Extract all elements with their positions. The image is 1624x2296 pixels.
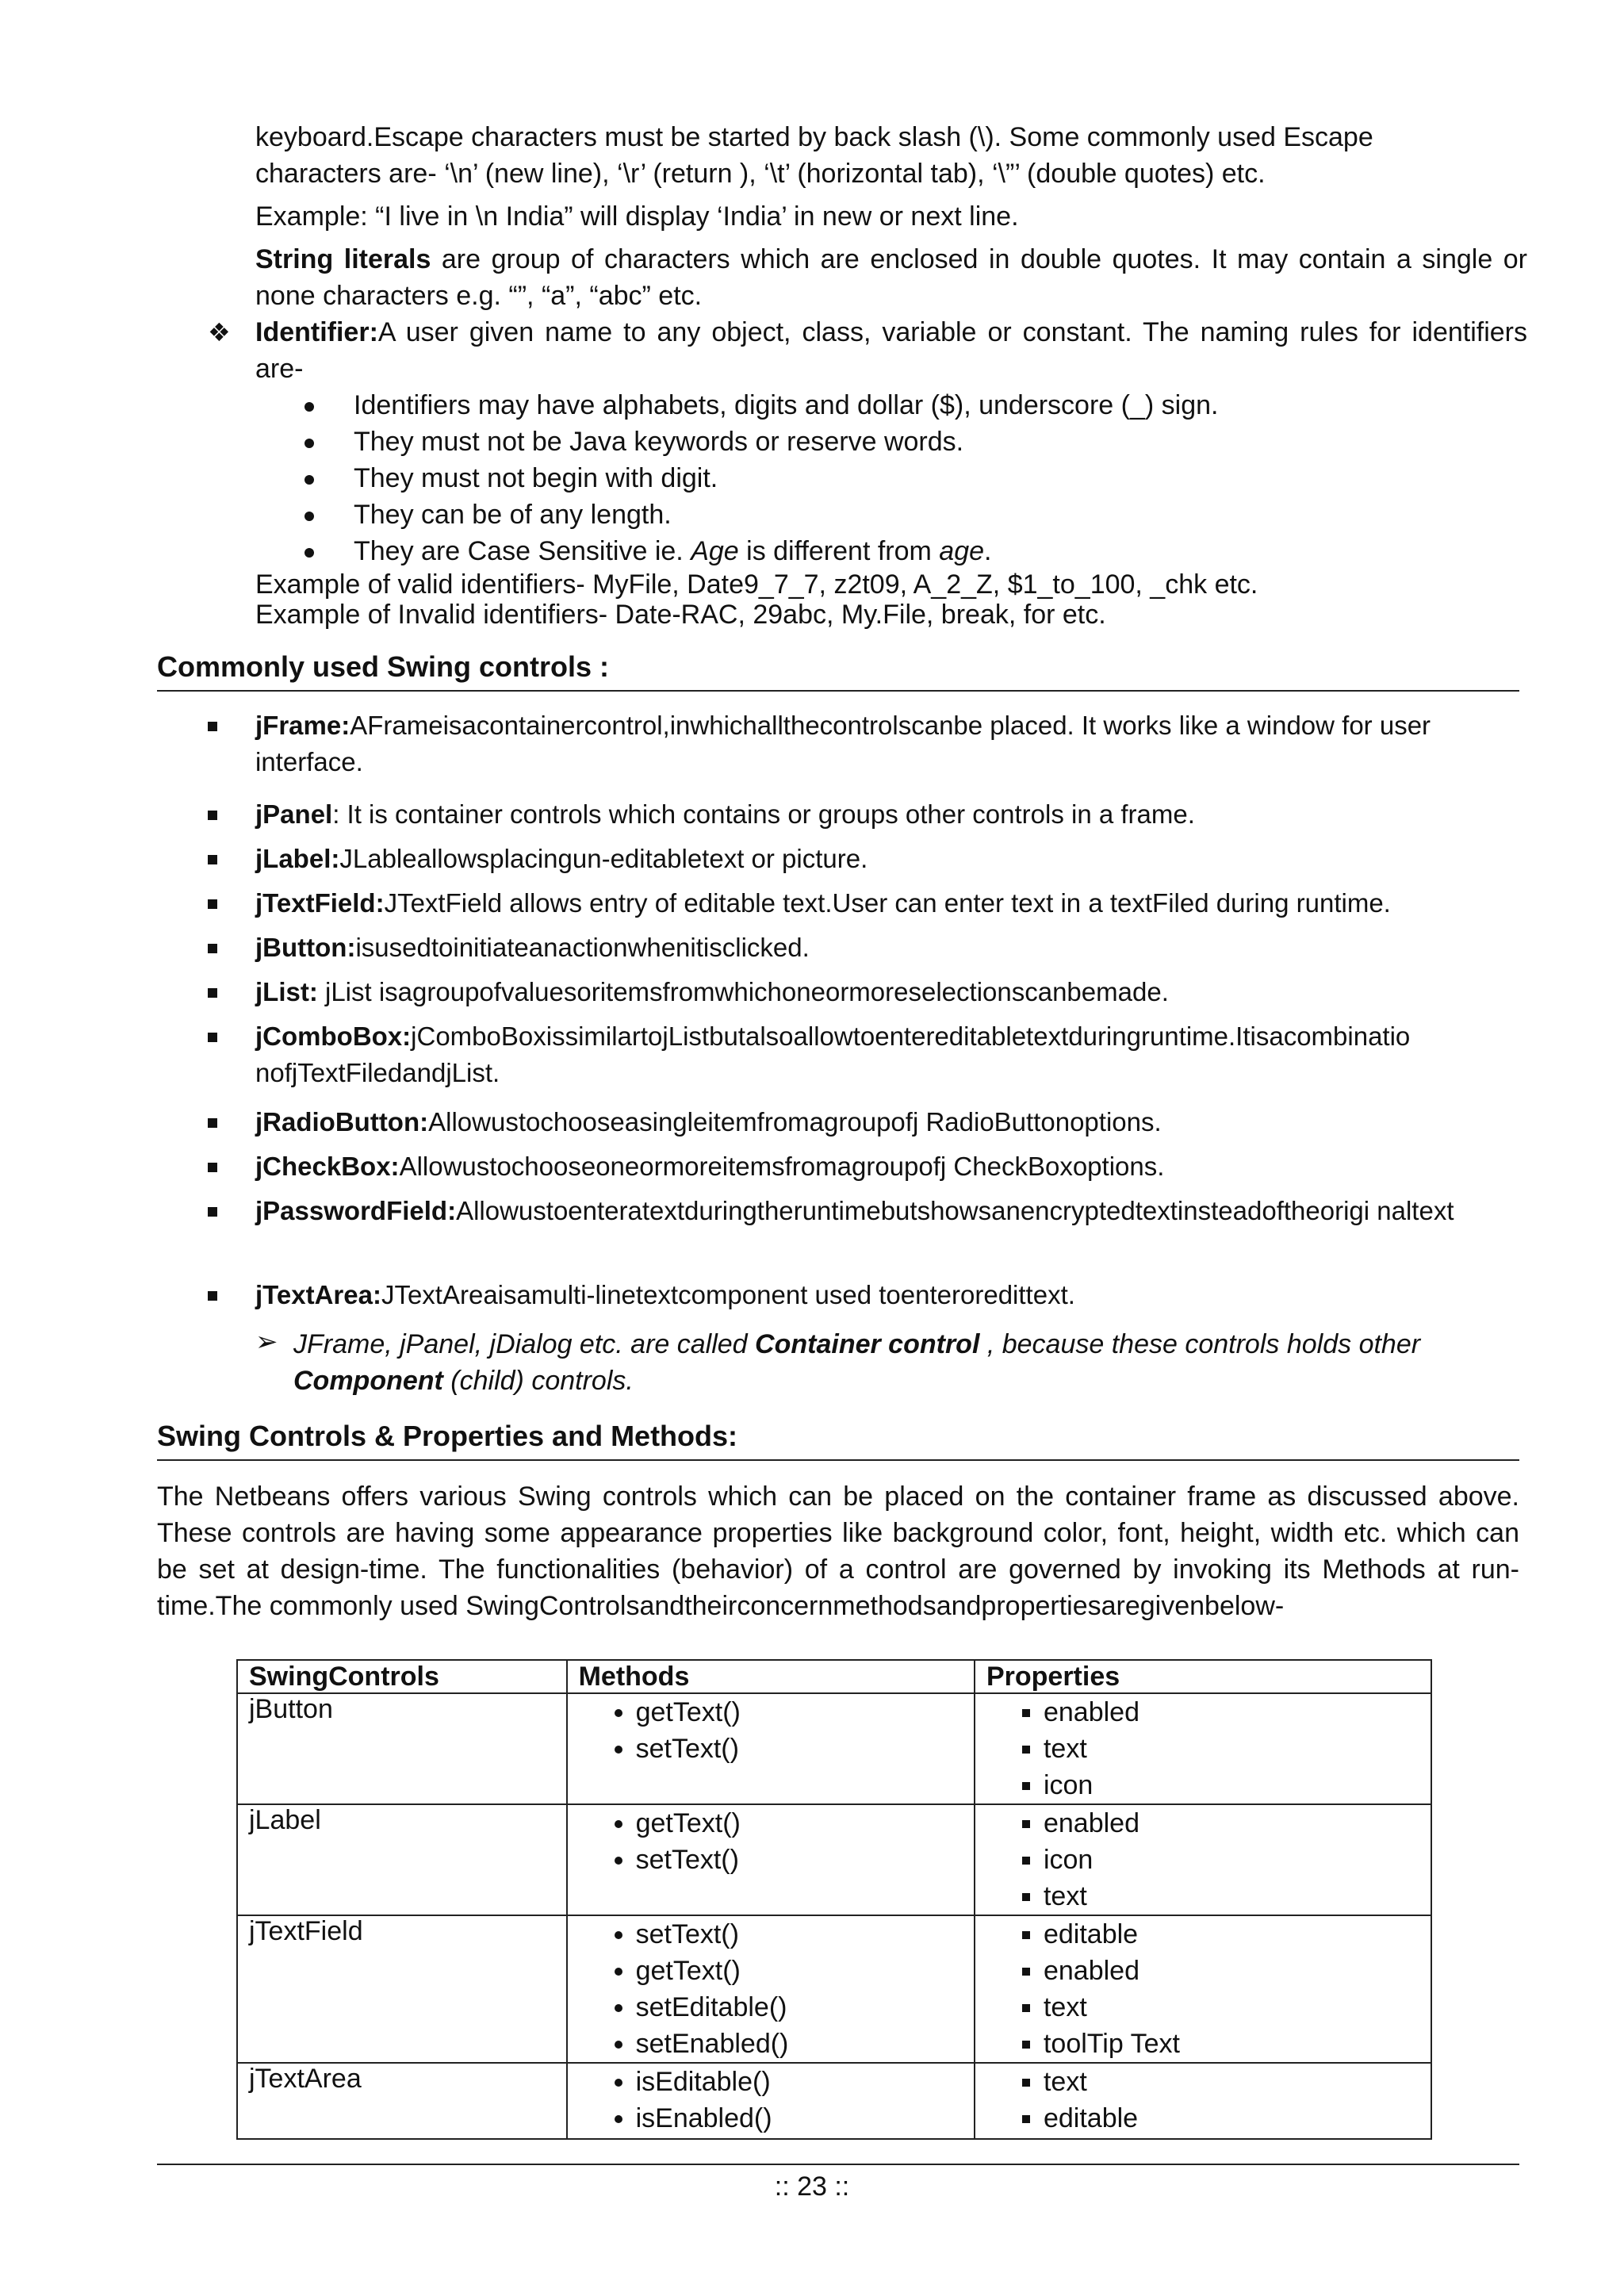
case-text-c: is different from: [738, 536, 940, 566]
square-bullet-icon: [208, 1207, 217, 1217]
identifier-paragraph: [255, 314, 1527, 387]
identifier-term: Identifier:: [255, 317, 378, 347]
page-number: :: 23 ::: [774, 2171, 850, 2202]
method-item: • setText(): [636, 1731, 963, 1767]
property-item: ▪ enabled: [1044, 1805, 1419, 1842]
control-cell: jLabel: [237, 1804, 567, 1915]
property-item: ▪ text: [1044, 1731, 1419, 1767]
property-item: ▪ icon: [1044, 1842, 1419, 1878]
control-desc: isusedtoinitiateanactionwhenitisclicked.: [355, 933, 810, 962]
note-d: Component: [293, 1366, 443, 1396]
control-item: [255, 1277, 1519, 1313]
control-term: jList:: [255, 977, 318, 1006]
property-item: ▪ editable: [1044, 1916, 1419, 1953]
escape-text-line-2: characters are- ‘\n’ (new line), ‘\r’ (return ), ‘\t’ (horizontal tab), ‘\”’ (double quotes) etc.: [255, 159, 1266, 189]
control-desc: jComboBoxissimilartojListbutalsoallowtoentereditabletextduringruntime.Itisacombinatio nofjTextFiledandjList.: [255, 1022, 1411, 1087]
properties-cell: [975, 2063, 1431, 2139]
string-literals-paragraph: [255, 241, 1527, 314]
bullet-dot-icon: [304, 548, 314, 558]
method-item: • setEditable(): [636, 1989, 963, 2026]
section-heading-properties-methods: Swing Controls & Properties and Methods:: [157, 1420, 1519, 1461]
square-bullet-icon: [208, 1118, 217, 1128]
method-item: • isEditable(): [636, 2064, 963, 2100]
control-desc: : It is container controls which contains or groups other controls in a frame.: [332, 799, 1195, 829]
control-desc: AFrameisacontainercontrol,inwhichallthecontrolscanbe placed. It works like a window for user interface.: [255, 711, 1431, 776]
note-c: , because these controls holds other: [979, 1329, 1421, 1359]
note-a: JFrame, jPanel, jDialog etc. are called: [293, 1329, 756, 1359]
methods-cell: [567, 2063, 975, 2139]
swing-controls-table: [236, 1659, 1432, 2140]
property-item: ▪ icon: [1044, 1767, 1419, 1803]
valid-identifiers: Example of valid identifiers- MyFile, Date9_7_7, z2t09, A_2_Z, $1_to_100, _chk etc.: [255, 569, 1258, 600]
control-item: [255, 930, 1519, 966]
square-bullet-icon: [208, 855, 217, 864]
identifier-rule: Identifiers may have alphabets, digits and dollar ($), underscore (_) sign.: [354, 390, 1219, 420]
column-header: Methods: [567, 1660, 975, 1693]
control-term: jLabel:: [255, 844, 340, 873]
control-cell: jTextArea: [237, 2063, 567, 2139]
control-cell: jButton: [237, 1693, 567, 1804]
string-literals-desc: are group of characters which are enclosed in double quotes. It may contain a single or none characters e.g. “”, “a”, “abc” etc.: [255, 244, 1528, 311]
note-e: (child) controls.: [442, 1366, 634, 1396]
escape-text-line-1: keyboard.Escape characters must be started by back slash (\). Some commonly used Escape: [255, 122, 1373, 152]
control-item: [255, 1018, 1519, 1091]
method-item: • getText(): [636, 1953, 963, 1989]
section-heading-swing-controls: Commonly used Swing controls :: [157, 650, 1519, 692]
properties-cell: [975, 1693, 1431, 1804]
identifier-rule: They can be of any length.: [354, 500, 672, 530]
case-text-d: age: [939, 536, 985, 566]
method-item: • setText(): [636, 1916, 963, 1953]
control-item: [255, 707, 1519, 780]
control-item: [255, 1104, 1519, 1140]
control-term: jRadioButton:: [255, 1107, 429, 1137]
bullet-dot-icon: [304, 402, 314, 412]
table-row: [237, 1804, 1431, 1915]
identifier-rule: They must not begin with digit.: [354, 463, 718, 493]
control-term: jTextField:: [255, 888, 385, 918]
method-item: • getText(): [636, 1694, 963, 1731]
case-text-e: .: [984, 536, 992, 566]
control-item: [255, 1193, 1519, 1229]
column-header: SwingControls: [237, 1660, 567, 1693]
square-bullet-icon: [208, 1033, 217, 1042]
control-desc: JLableallowsplacingun-editabletext or picture.: [339, 844, 868, 873]
control-desc: Allowustochooseasingleitemfromagroupofj RadioButtonoptions.: [428, 1107, 1162, 1137]
table-row: [237, 2063, 1431, 2139]
control-desc: JTextAreaisamulti-linetextcomponent used toenteroredittext.: [381, 1280, 1075, 1309]
arrow-bullet-icon: ➢: [255, 1327, 278, 1357]
control-item: [255, 1148, 1519, 1185]
property-item: ▪ enabled: [1044, 1694, 1419, 1731]
square-bullet-icon: [208, 899, 217, 909]
control-desc: jList isagroupofvaluesoritemsfromwhichoneormoreselectionscanbemade.: [317, 977, 1169, 1006]
bullet-dot-icon: [304, 512, 314, 521]
property-item: ▪ enabled: [1044, 1953, 1419, 1989]
method-item: • setEnabled(): [636, 2026, 963, 2062]
method-item: • getText(): [636, 1805, 963, 1842]
property-item: ▪ toolTip Text: [1044, 2026, 1419, 2062]
control-term: jCheckBox:: [255, 1152, 400, 1181]
methods-cell: [567, 1915, 975, 2063]
methods-cell: [567, 1804, 975, 1915]
square-bullet-icon: [208, 722, 217, 731]
table-header-row: [237, 1660, 1431, 1693]
control-desc: Allowustoenteratextduringtheruntimebutshowsanencryptedtextinsteadoftheorigi naltext: [456, 1196, 1454, 1225]
method-item: • isEnabled(): [636, 2100, 963, 2137]
control-term: jFrame:: [255, 711, 350, 740]
property-item: ▪ text: [1044, 1878, 1419, 1915]
square-bullet-icon: [208, 988, 217, 998]
control-term: jPanel: [255, 799, 333, 829]
control-term: jPasswordField:: [255, 1196, 457, 1225]
control-desc: Allowustochooseoneormoreitemsfromagroupofj CheckBoxoptions.: [399, 1152, 1165, 1181]
property-item: ▪ text: [1044, 1989, 1419, 2026]
escape-example: Example: “I live in \n India” will display ‘India’ in new or next line.: [255, 201, 1019, 232]
control-cell: jTextField: [237, 1915, 567, 2063]
square-bullet-icon: [208, 811, 217, 820]
bullet-dot-icon: [304, 439, 314, 448]
column-header: Properties: [975, 1660, 1431, 1693]
properties-cell: [975, 1915, 1431, 2063]
control-item: [255, 796, 1519, 833]
identifier-desc: A user given name to any object, class, variable or constant. The naming rules for identifiers are-: [255, 317, 1527, 384]
control-item: [255, 841, 1519, 877]
methods-cell: [567, 1693, 975, 1804]
properties-cell: [975, 1804, 1431, 1915]
method-item: • setText(): [636, 1842, 963, 1878]
container-note: [293, 1326, 1519, 1399]
control-term: jButton:: [255, 933, 356, 962]
table-row: [237, 1693, 1431, 1804]
identifier-rule-case: [354, 533, 991, 569]
table-row: [237, 1915, 1431, 2063]
control-item: [255, 974, 1519, 1010]
case-text-b: Age: [691, 536, 739, 566]
control-item: [255, 885, 1519, 922]
control-desc: JTextField allows entry of editable text.User can enter text in a textFiled during runtime.: [384, 888, 1391, 918]
square-bullet-icon: [208, 1291, 217, 1301]
property-item: ▪ editable: [1044, 2100, 1419, 2137]
netbeans-paragraph: The Netbeans offers various Swing controls which can be placed on the container frame as discussed above. These controls are having some appearance properties like background color, font, height, width etc. which can be set at design-time. The functionalities (behavior) of a control are governed by invoking its Methods at run-time.The commonly used SwingControlsandtheirconcernmethodsandpropertiesaregivenbelow-: [157, 1481, 1519, 1621]
square-bullet-icon: [208, 944, 217, 953]
property-item: ▪ text: [1044, 2064, 1419, 2100]
control-term: jComboBox:: [255, 1022, 412, 1051]
invalid-identifiers: Example of Invalid identifiers- Date-RAC, 29abc, My.File, break, for etc.: [255, 600, 1106, 630]
footer-divider: [157, 2164, 1519, 2165]
bullet-dot-icon: [304, 475, 314, 485]
string-literals-term: String literals: [255, 244, 431, 274]
identifier-rule: They must not be Java keywords or reserve words.: [354, 427, 964, 457]
control-term: jTextArea:: [255, 1280, 381, 1309]
diamond-bullet-icon: ❖: [208, 318, 231, 347]
case-text-a: They are Case Sensitive ie.: [354, 536, 691, 566]
square-bullet-icon: [208, 1163, 217, 1172]
note-b: Container control: [755, 1329, 980, 1359]
